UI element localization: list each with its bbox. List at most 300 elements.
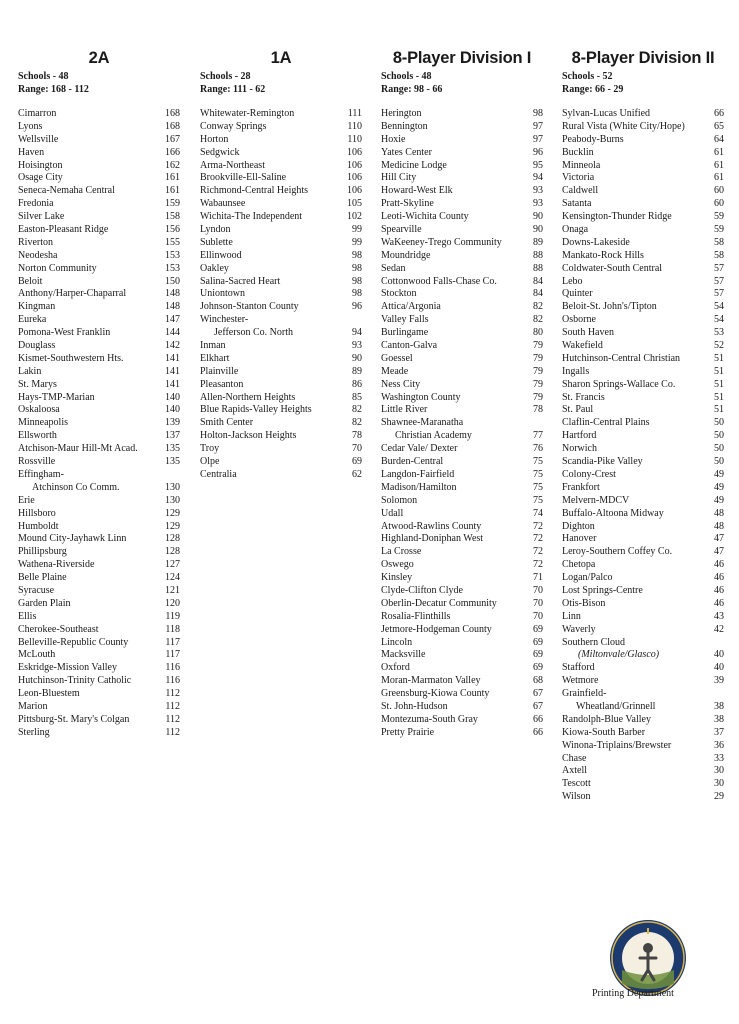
school-score: 97 — [533, 133, 543, 145]
school-name: Smith Center — [200, 417, 254, 429]
school-name: Bennington — [381, 120, 428, 132]
school-row — [18, 572, 180, 585]
school-row — [200, 172, 362, 185]
school-name: Spearville — [381, 224, 422, 236]
school-row — [381, 108, 543, 121]
school-row — [18, 198, 180, 211]
school-row — [200, 353, 362, 366]
school-name: Ellinwood — [200, 249, 242, 261]
school-row — [200, 237, 362, 250]
school-name: Montezuma-South Gray — [381, 713, 478, 725]
school-score: 93 — [533, 185, 543, 197]
school-name: Holton-Jackson Heights — [200, 430, 297, 442]
school-score: 168 — [165, 120, 180, 132]
school-row — [18, 559, 180, 572]
school-row — [18, 250, 180, 263]
school-score: 167 — [165, 133, 180, 145]
school-name: Garden Plain — [18, 597, 71, 609]
school-score: 38 — [714, 700, 724, 712]
school-row — [562, 185, 724, 198]
school-row — [562, 714, 724, 727]
school-name: Medicine Lodge — [381, 159, 447, 171]
school-name: Macksville — [381, 649, 426, 661]
school-row — [18, 546, 180, 559]
school-row — [381, 211, 543, 224]
school-name: Ellis — [18, 610, 37, 622]
school-row — [562, 430, 724, 443]
school-score: 94 — [352, 327, 362, 339]
school-row — [200, 263, 362, 276]
school-score: 37 — [714, 726, 724, 738]
school-score: 58 — [714, 236, 724, 248]
school-name: Hill City — [381, 172, 417, 184]
school-row — [562, 417, 724, 430]
school-name: Leon-Bluestem — [18, 688, 80, 700]
school-row — [18, 172, 180, 185]
school-score: 135 — [165, 443, 180, 455]
school-name: Otis-Bison — [562, 597, 606, 609]
school-row — [18, 121, 180, 134]
school-score: 110 — [347, 133, 362, 145]
school-score: 158 — [165, 211, 180, 223]
school-name: Bucklin — [562, 146, 594, 158]
school-row — [562, 147, 724, 160]
school-score: 66 — [714, 108, 724, 119]
school-name: Washington County — [381, 391, 461, 403]
school-score: 112 — [165, 713, 180, 725]
school-name: Sylvan-Lucas Unified — [562, 108, 651, 119]
school-score: 69 — [533, 636, 543, 648]
school-row — [562, 288, 724, 301]
school-score: 30 — [714, 765, 724, 777]
school-name: Hays-TMP-Marian — [18, 391, 95, 403]
school-name: WaKeeney-Trego Community — [381, 236, 502, 248]
school-score: 88 — [533, 262, 543, 274]
school-row — [381, 185, 543, 198]
school-row — [200, 430, 362, 443]
school-name: Sedgwick — [200, 146, 240, 158]
school-row — [562, 301, 724, 314]
school-row — [381, 585, 543, 598]
school-name: Waverly — [562, 623, 596, 635]
school-row — [381, 546, 543, 559]
school-score: 61 — [714, 159, 724, 171]
school-name: Olpe — [200, 456, 220, 468]
school-row — [562, 263, 724, 276]
school-score: 142 — [165, 340, 180, 352]
school-name: Neodesha — [18, 249, 58, 261]
school-name: Cottonwood Falls-Chase Co. — [381, 275, 497, 287]
school-score: 99 — [352, 224, 362, 236]
school-row — [562, 598, 724, 611]
school-row — [18, 533, 180, 546]
school-name: Plainville — [200, 365, 239, 377]
school-score: 57 — [714, 288, 724, 300]
school-score: 93 — [533, 198, 543, 210]
footer-printing-department: Printing Department — [592, 988, 674, 999]
school-row — [200, 301, 362, 314]
school-name: Oberlin-Decatur Community — [381, 597, 497, 609]
school-score: 48 — [714, 520, 724, 532]
school-score: 70 — [352, 443, 362, 455]
school-score: 141 — [165, 365, 180, 377]
school-name: Salina-Sacred Heart — [200, 275, 281, 287]
column-1a — [200, 46, 362, 482]
school-score: 51 — [714, 352, 724, 364]
school-score: 98 — [533, 108, 543, 119]
school-name: Melvern-MDCV — [562, 494, 630, 506]
school-name: Beloit-St. John's/Tipton — [562, 301, 657, 313]
school-name: Minneapolis — [18, 417, 68, 429]
school-row — [381, 469, 543, 482]
school-row — [562, 495, 724, 508]
school-score: 49 — [714, 481, 724, 493]
school-name: Riverton — [18, 236, 53, 248]
school-name: St. John-Hudson — [381, 700, 448, 712]
school-score: 117 — [165, 636, 180, 648]
school-score: 86 — [352, 378, 362, 390]
school-score: 79 — [533, 352, 543, 364]
school-name: Atchinson Co Comm. — [32, 481, 120, 493]
school-score: 84 — [533, 275, 543, 287]
school-score: 88 — [533, 249, 543, 261]
school-score: 47 — [714, 533, 724, 545]
school-row — [200, 250, 362, 263]
school-name: Jetmore-Hodgeman County — [381, 623, 492, 635]
school-score: 79 — [533, 378, 543, 390]
school-name: Dighton — [562, 520, 595, 532]
school-name: Yates Center — [381, 146, 432, 158]
school-score: 40 — [714, 662, 724, 674]
school-score: 70 — [533, 597, 543, 609]
school-name: Udall — [381, 507, 404, 519]
school-name: Pretty Prairie — [381, 726, 435, 738]
school-row — [381, 147, 543, 160]
school-name: Highland-Doniphan West — [381, 533, 484, 545]
school-row — [562, 675, 724, 688]
school-score: 120 — [165, 597, 180, 609]
school-row — [200, 366, 362, 379]
school-score: 140 — [165, 404, 180, 416]
school-row — [562, 637, 724, 650]
school-name: Scandia-Pike Valley — [562, 456, 643, 468]
school-row — [18, 160, 180, 173]
school-row — [381, 675, 543, 688]
school-score: 106 — [347, 185, 362, 197]
school-score: 110 — [347, 120, 362, 132]
school-name: Allen-Northern Heights — [200, 391, 296, 403]
score-range: Range: 111 - 62 — [200, 84, 266, 95]
school-row — [381, 662, 543, 675]
school-name: Haven — [18, 146, 45, 158]
school-row — [562, 521, 724, 534]
school-name: Madison/Hamilton — [381, 481, 457, 493]
school-name: Arma-Northeast — [200, 159, 265, 171]
school-row — [381, 714, 543, 727]
school-name: Langdon-Fairfield — [381, 468, 455, 480]
school-score: 111 — [347, 108, 362, 119]
school-row — [562, 701, 724, 714]
school-row — [562, 778, 724, 791]
school-row — [18, 379, 180, 392]
school-score: 78 — [533, 404, 543, 416]
school-name: Horton — [200, 133, 229, 145]
school-row — [18, 353, 180, 366]
school-name: Kingman — [18, 301, 56, 313]
school-name: Wheatland/Grinnell — [576, 700, 656, 712]
school-score: 59 — [714, 224, 724, 236]
school-name: Clyde-Clifton Clyde — [381, 584, 463, 596]
school-name: Oswego — [381, 559, 414, 571]
school-score: 148 — [165, 301, 180, 313]
school-score: 106 — [347, 159, 362, 171]
school-name: Cherokee-Southeast — [18, 623, 99, 635]
school-row — [381, 443, 543, 456]
school-row — [381, 392, 543, 405]
school-score: 75 — [533, 481, 543, 493]
school-name: Buffalo-Altoona Midway — [562, 507, 664, 519]
school-name: Tescott — [562, 778, 591, 790]
school-row — [381, 404, 543, 417]
school-score: 57 — [714, 262, 724, 274]
school-name: Satanta — [562, 198, 592, 210]
school-name: Peabody-Burns — [562, 133, 624, 145]
school-score: 72 — [533, 520, 543, 532]
school-row — [381, 340, 543, 353]
school-row — [562, 765, 724, 778]
school-score: 64 — [714, 133, 724, 145]
school-row — [562, 791, 724, 804]
school-name: Stafford — [562, 662, 595, 674]
school-name: Johnson-Stanton County — [200, 301, 299, 313]
school-row — [381, 495, 543, 508]
school-row — [18, 404, 180, 417]
school-row — [18, 521, 180, 534]
school-name: Linn — [562, 610, 581, 622]
school-score: 153 — [165, 262, 180, 274]
school-score: 112 — [165, 688, 180, 700]
school-score: 116 — [165, 675, 180, 687]
school-row — [381, 250, 543, 263]
school-list — [18, 108, 180, 740]
school-row — [18, 495, 180, 508]
school-name: Troy — [200, 443, 220, 455]
school-name: Wathena-Riverside — [18, 559, 95, 571]
school-row — [18, 611, 180, 624]
school-name: Fredonia — [18, 198, 54, 210]
school-row — [562, 198, 724, 211]
school-score: 58 — [714, 249, 724, 261]
school-name: Sublette — [200, 236, 233, 248]
school-row — [200, 276, 362, 289]
school-row — [18, 301, 180, 314]
school-row — [18, 649, 180, 662]
school-score: 80 — [533, 327, 543, 339]
school-row — [200, 340, 362, 353]
school-list — [200, 108, 362, 482]
school-score: 66 — [533, 713, 543, 725]
school-row — [18, 237, 180, 250]
school-score: 150 — [165, 275, 180, 287]
school-score: 79 — [533, 340, 543, 352]
school-name: Christian Academy — [395, 430, 472, 442]
school-row — [200, 288, 362, 301]
school-score: 61 — [714, 172, 724, 184]
school-score: 54 — [714, 301, 724, 313]
school-name: Douglass — [18, 340, 56, 352]
school-name: Anthony/Harper-Chaparral — [18, 288, 127, 300]
school-row — [18, 327, 180, 340]
school-name: Inman — [200, 340, 226, 352]
school-name: Kiowa-South Barber — [562, 726, 646, 738]
school-name: Ingalls — [562, 365, 590, 377]
school-row — [200, 314, 362, 327]
school-score: 60 — [714, 198, 724, 210]
school-row — [18, 714, 180, 727]
school-name: Claflin-Central Plains — [562, 417, 650, 429]
school-row — [200, 121, 362, 134]
school-row — [562, 211, 724, 224]
school-name: Erie — [18, 494, 35, 506]
school-score: 50 — [714, 456, 724, 468]
school-row — [562, 250, 724, 263]
school-name: Rural Vista (White City/Hope) — [562, 120, 685, 132]
school-row — [18, 263, 180, 276]
school-name: Norton Community — [18, 262, 97, 274]
school-score: 60 — [714, 185, 724, 197]
school-row — [381, 379, 543, 392]
school-score: 106 — [347, 172, 362, 184]
school-score: 70 — [533, 584, 543, 596]
school-row — [18, 340, 180, 353]
school-score: 82 — [352, 417, 362, 429]
school-name: Attica/Argonia — [381, 301, 441, 313]
school-row — [18, 469, 180, 482]
school-name: Norwich — [562, 443, 597, 455]
school-score: 98 — [352, 262, 362, 274]
school-score: 69 — [533, 623, 543, 635]
school-score: 50 — [714, 430, 724, 442]
school-row — [18, 276, 180, 289]
school-score: 70 — [533, 610, 543, 622]
school-row — [18, 482, 180, 495]
school-name: Oxford — [381, 662, 410, 674]
schools-count: Schools - 48 — [381, 71, 432, 82]
school-score — [722, 637, 724, 650]
school-name: Hutchinson-Central Christian — [562, 352, 681, 364]
school-row — [18, 598, 180, 611]
school-name: Rosalia-Flinthills — [381, 610, 451, 622]
school-row — [562, 533, 724, 546]
school-score: 54 — [714, 314, 724, 326]
school-row — [200, 211, 362, 224]
school-name: Ellsworth — [18, 430, 57, 442]
school-name: Whitewater-Remington — [200, 108, 295, 119]
school-score: 82 — [352, 404, 362, 416]
school-name: Lyndon — [200, 224, 231, 236]
school-name: Lebo — [562, 275, 583, 287]
school-row — [562, 572, 724, 585]
school-row — [200, 185, 362, 198]
column-title: 8-Player Division II — [571, 49, 715, 67]
school-score: 76 — [533, 443, 543, 455]
school-score: 61 — [714, 146, 724, 158]
school-name: Onaga — [562, 224, 589, 236]
school-name: Southern Cloud — [562, 636, 626, 648]
school-score: 112 — [165, 700, 180, 712]
school-score: 30 — [714, 778, 724, 790]
school-name: Cimarron — [18, 108, 57, 119]
school-score: 82 — [533, 301, 543, 313]
school-score: 66 — [533, 726, 543, 738]
school-score: 46 — [714, 572, 724, 584]
school-name: Belleville-Republic County — [18, 636, 129, 648]
school-row — [562, 314, 724, 327]
school-score: 130 — [165, 481, 180, 493]
school-row — [381, 288, 543, 301]
school-score: 148 — [165, 288, 180, 300]
school-score: 48 — [714, 507, 724, 519]
school-row — [381, 572, 543, 585]
school-score: 147 — [165, 314, 180, 326]
column-title: 8-Player Division I — [392, 49, 532, 67]
school-name: Sedan — [381, 262, 406, 274]
school-score: 117 — [165, 649, 180, 661]
school-row — [200, 456, 362, 469]
score-range: Range: 66 - 29 — [562, 84, 624, 95]
school-name: Easton-Pleasant Ridge — [18, 224, 109, 236]
school-row — [562, 482, 724, 495]
score-range: Range: 98 - 66 — [381, 84, 443, 95]
school-score — [360, 314, 362, 327]
school-name: Herington — [381, 108, 422, 119]
school-name: Brookville-Ell-Saline — [200, 172, 287, 184]
school-name: (Miltonvale/Glasco) — [578, 649, 660, 661]
school-name: Lost Springs-Centre — [562, 584, 643, 596]
school-name: Eureka — [18, 314, 47, 326]
school-name: Hillsboro — [18, 507, 56, 519]
school-name: Leoti-Wichita County — [381, 211, 469, 223]
school-row — [562, 456, 724, 469]
school-row — [562, 340, 724, 353]
school-score: 90 — [352, 352, 362, 364]
school-row — [562, 172, 724, 185]
school-row — [381, 301, 543, 314]
school-name: Lincoln — [381, 636, 413, 648]
school-row — [562, 740, 724, 753]
school-score: 33 — [714, 752, 724, 764]
school-row — [18, 288, 180, 301]
school-row — [381, 727, 543, 740]
school-row — [381, 172, 543, 185]
school-name: Hoxie — [381, 133, 406, 145]
school-name: Hoisington — [18, 159, 63, 171]
school-score: 72 — [533, 546, 543, 558]
school-score: 67 — [533, 688, 543, 700]
school-score: 93 — [352, 340, 362, 352]
school-score: 89 — [352, 365, 362, 377]
school-score: 135 — [165, 456, 180, 468]
school-score: 77 — [533, 430, 543, 442]
school-row — [18, 108, 180, 121]
school-row — [18, 147, 180, 160]
school-score: 79 — [533, 365, 543, 377]
school-row — [381, 521, 543, 534]
school-name: Coldwater-South Central — [562, 262, 663, 274]
school-name: Wetmore — [562, 675, 599, 687]
school-row — [562, 508, 724, 521]
school-score: 161 — [165, 185, 180, 197]
